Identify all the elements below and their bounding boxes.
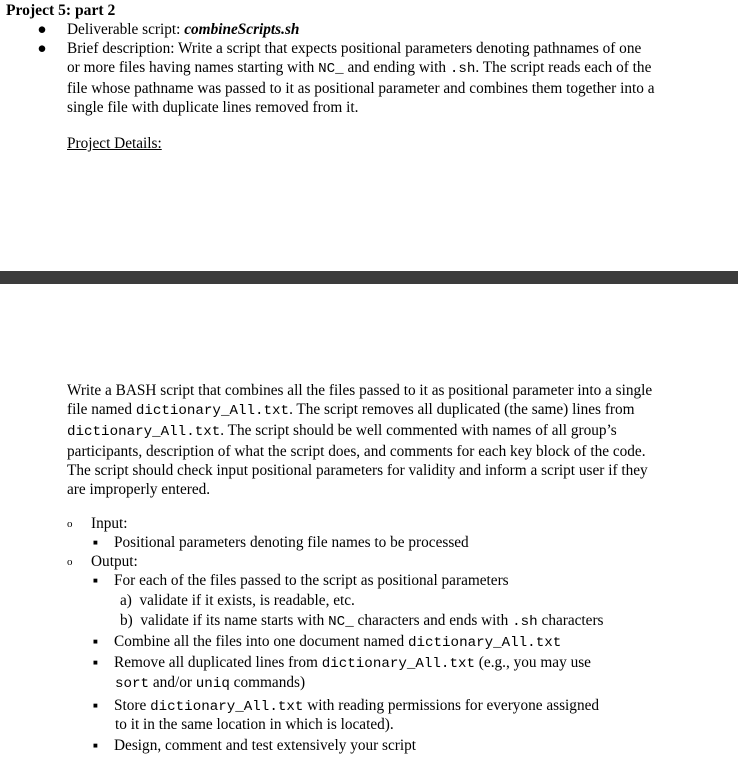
output-list-item (91, 736, 661, 755)
square-bullet-icon: ■ (93, 637, 98, 646)
para-text-3: . The script should be well commented with names of all group’s participants, description of what the script does, and comments for each key block of the code. The script should check input positional parameters for validity and inform a script user if they are improperly entered. (67, 422, 648, 498)
square-bullet-icon: ■ (93, 701, 98, 710)
output-item-4-code: dictionary_All.txt (150, 699, 304, 715)
sort-command: sort (115, 676, 150, 692)
square-bullet-icon: ■ (93, 741, 98, 750)
brief-text-3: . The script reads each of the file whose pathname was passed to it as positional parameter and combines them together into a single file with duplicate lines removed from it. (67, 59, 655, 116)
output-item-3-text-c: and/or (149, 674, 196, 691)
output-list-item (91, 653, 661, 674)
output-item-3-text-b: (e.g., you may use (474, 654, 591, 671)
sub-b-text-1: b) validate if its name starts with (120, 612, 329, 629)
output-item-4-text-a: Store (114, 697, 151, 714)
output-item-3-continuation (115, 673, 655, 694)
output-list-item (91, 571, 661, 590)
deliverable-label: Deliverable script: (67, 21, 185, 38)
square-bullet-icon: ■ (93, 658, 98, 667)
circle-bullet-icon: o (67, 556, 73, 568)
output-item-3-text-a: Remove all duplicated lines from (114, 654, 322, 671)
output-item-2-code: dictionary_All.txt (407, 635, 562, 651)
para-code-1: dictionary_All.txt (135, 403, 290, 419)
output-item-3-text-d: commands) (229, 674, 306, 691)
square-bullet-icon: ■ (93, 538, 98, 547)
bullet-icon: ● (37, 40, 47, 57)
input-outline-item (67, 514, 128, 534)
square-bullet-icon: ■ (93, 576, 98, 585)
para-text-1: Write a BASH script that combines all the files passed to it as positional parameter into a single file named (67, 382, 653, 418)
deliverable-script-name: combineScripts.sh (184, 21, 300, 38)
brief-code-prefix: NC_ (318, 61, 344, 77)
brief-description-item (67, 39, 657, 117)
sub-b-code-2: .sh (512, 614, 538, 630)
output-outline-item (67, 552, 138, 572)
circle-bullet-icon: o (67, 518, 73, 530)
brief-text-1: Brief description: Write a script that expects positional parameters denoting pathnames of one or more files having names starting with (67, 40, 642, 76)
output-label: Output: (91, 553, 138, 570)
sub-b-code-1: NC_ (328, 614, 354, 630)
input-label: Input: (91, 515, 128, 532)
brief-text-2: and ending with (343, 59, 450, 76)
output-list-item (91, 632, 661, 653)
para-code-2: dictionary_All.txt (67, 424, 221, 440)
brief-code-suffix: .sh (449, 61, 476, 77)
output-subitem-b (120, 611, 640, 632)
sub-b-text-3: characters (537, 612, 604, 629)
project-details-heading: Project Details: (67, 135, 162, 152)
page-divider (0, 271, 738, 284)
output-item-4-text-b: with reading permissions for everyone assigned (303, 697, 600, 714)
uniq-command: uniq (195, 676, 230, 692)
output-item-5-text: Design, comment and test extensively your script (114, 737, 417, 754)
output-list-item (91, 696, 661, 717)
deliverable-item (67, 20, 657, 39)
sub-b-text-2: characters and ends with (353, 612, 513, 629)
output-item-4-continuation: to it in the same location in which is located). (115, 716, 394, 733)
description-paragraph (67, 381, 667, 499)
output-item-1-text: For each of the files passed to the script as positional parameters (114, 572, 509, 589)
page-title: Project 5: part 2 (6, 2, 116, 19)
bullet-icon: ● (37, 21, 47, 38)
output-item-3-code: dictionary_All.txt (321, 656, 475, 672)
output-item-2-text: Combine all the files into one document named (114, 633, 408, 650)
input-list-item (91, 533, 661, 552)
para-text-2: . The script removes all duplicated (the same) lines from (289, 401, 635, 418)
input-item-text: Positional parameters denoting file names to be processed (114, 534, 469, 551)
output-subitem-a: a) validate if it exists, is readable, etc. (120, 592, 355, 609)
